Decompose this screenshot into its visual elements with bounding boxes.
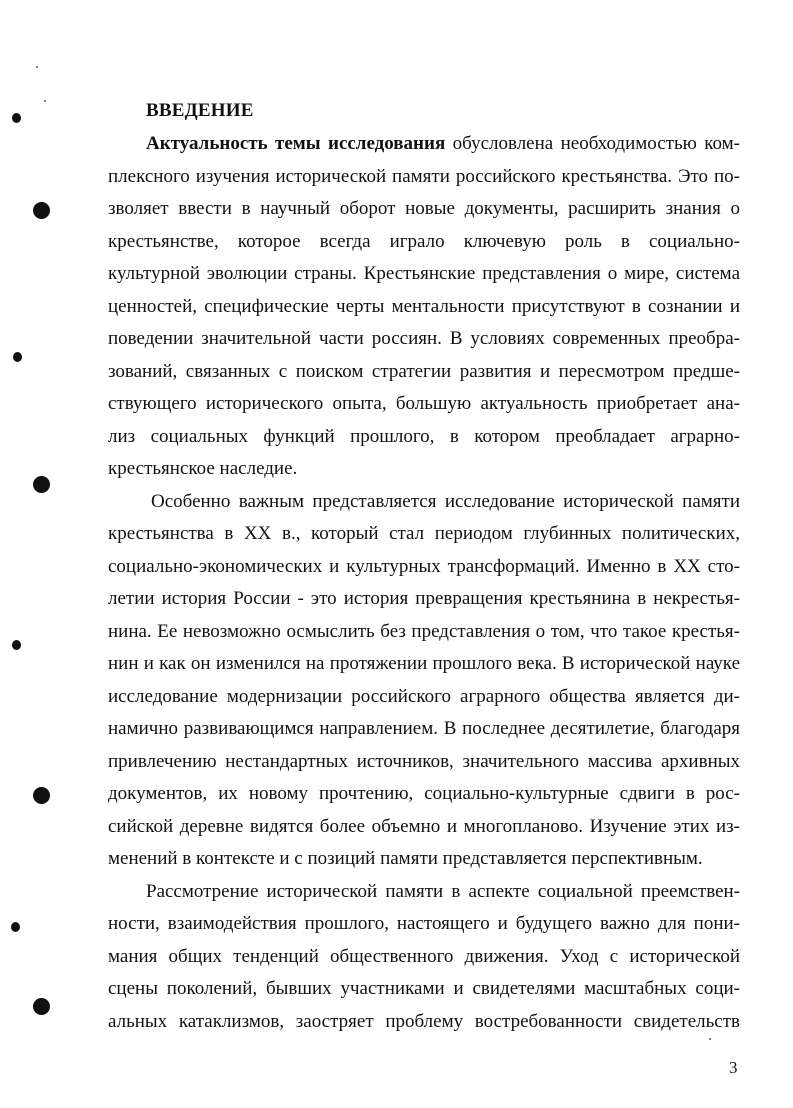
text-line: ствующего исторического опыта, большую актуальность приобретает ана- — [108, 393, 740, 414]
text-line: привлечению нестандартных источников, значительного массива архивных — [108, 750, 740, 772]
text-line: нина. Ее невозможно осмыслить без представления о том, что такое крестья- — [108, 620, 740, 642]
text-line: крестьянстве, которое всегда играло ключевую роль в социально- — [108, 230, 740, 252]
body-text — [108, 128, 740, 1038]
text-line: сцены поколений, бывших участниками и свидетелями масштабных соци- — [108, 978, 740, 999]
binding-hole — [33, 998, 50, 1015]
scan-speck — [36, 66, 38, 68]
binding-hole — [33, 202, 50, 219]
scan-speck — [709, 1038, 711, 1040]
line-text: обусловлена необходимостью ком- — [445, 133, 740, 154]
text-line: намично развивающимся направлением. В последнее десятилетие, благодаря — [108, 718, 740, 739]
text-line: лиз социальных функций прошлого, в котором преобладает аграрно- — [108, 425, 740, 447]
text-line: ности, взаимодействия прошлого, настоящего и будущего важно для пони- — [108, 913, 740, 934]
text-line: ценностей, специфические черты ментальности присутствуют в сознании и — [108, 295, 740, 317]
binding-hole-mark — [12, 640, 21, 650]
text-line: Рассмотрение исторической памяти в аспекте социальной преемствен- — [146, 880, 740, 902]
text-line: Особенно важным представляется исследование исторической памяти — [151, 490, 740, 512]
text-line: летии история России - это история превращения крестьянина в некрестья- — [108, 588, 740, 609]
text-line: поведении значительной части россиян. В условиях современных преобра- — [108, 328, 740, 349]
text-line: зволяет ввести в научный оборот новые документы, расширить знания о — [108, 198, 740, 219]
text-line: менений в контексте и с позиций памяти представляется перспективным. — [108, 848, 703, 869]
section-heading: ВВЕДЕНИЕ — [146, 100, 254, 121]
text-line: мания общих тенденций общественного движения. Уход с исторической — [108, 945, 740, 967]
text-line: документов, их новому прочтению, социально-культурные сдвиги в рос- — [108, 783, 740, 804]
text-line: культурной эволюции страны. Крестьянские представления о мире, система — [108, 263, 740, 284]
text-line — [108, 128, 740, 161]
binding-hole-mark — [11, 922, 20, 932]
emphasis-text: Актуальность темы исследования — [146, 133, 446, 154]
text-line: крестьянское наследие. — [108, 458, 298, 479]
text-line: крестьянства в XX в., который стал периодом глубинных политических, — [108, 523, 740, 544]
text-line: социально-экономических и культурных трансформаций. Именно в XX сто- — [108, 555, 740, 577]
text-line: зований, связанных с поиском стратегии развития и пересмотром предше- — [108, 360, 740, 382]
paragraph-2 — [108, 486, 740, 876]
text-line: плексного изучения исторической памяти российского крестьянства. Это по- — [108, 165, 740, 187]
text-line: альных катаклизмов, заостряет проблему востребованности свидетельств — [108, 1010, 740, 1032]
scan-speck — [44, 100, 46, 102]
text-line: исследование модернизации российского аграрного общества является ди- — [108, 685, 740, 707]
binding-hole — [33, 476, 50, 493]
paragraph-3 — [108, 876, 740, 1039]
text-line: нин и как он изменился на протяжении прошлого века. В исторической науке — [108, 653, 740, 674]
binding-hole-mark — [13, 352, 22, 362]
page-number: 3 — [729, 1058, 738, 1077]
text-line: сийской деревне видятся более объемно и многопланово. Изучение этих из- — [108, 815, 740, 837]
paragraph-1 — [108, 128, 740, 486]
binding-hole-mark — [12, 113, 21, 123]
binding-hole — [33, 787, 50, 804]
